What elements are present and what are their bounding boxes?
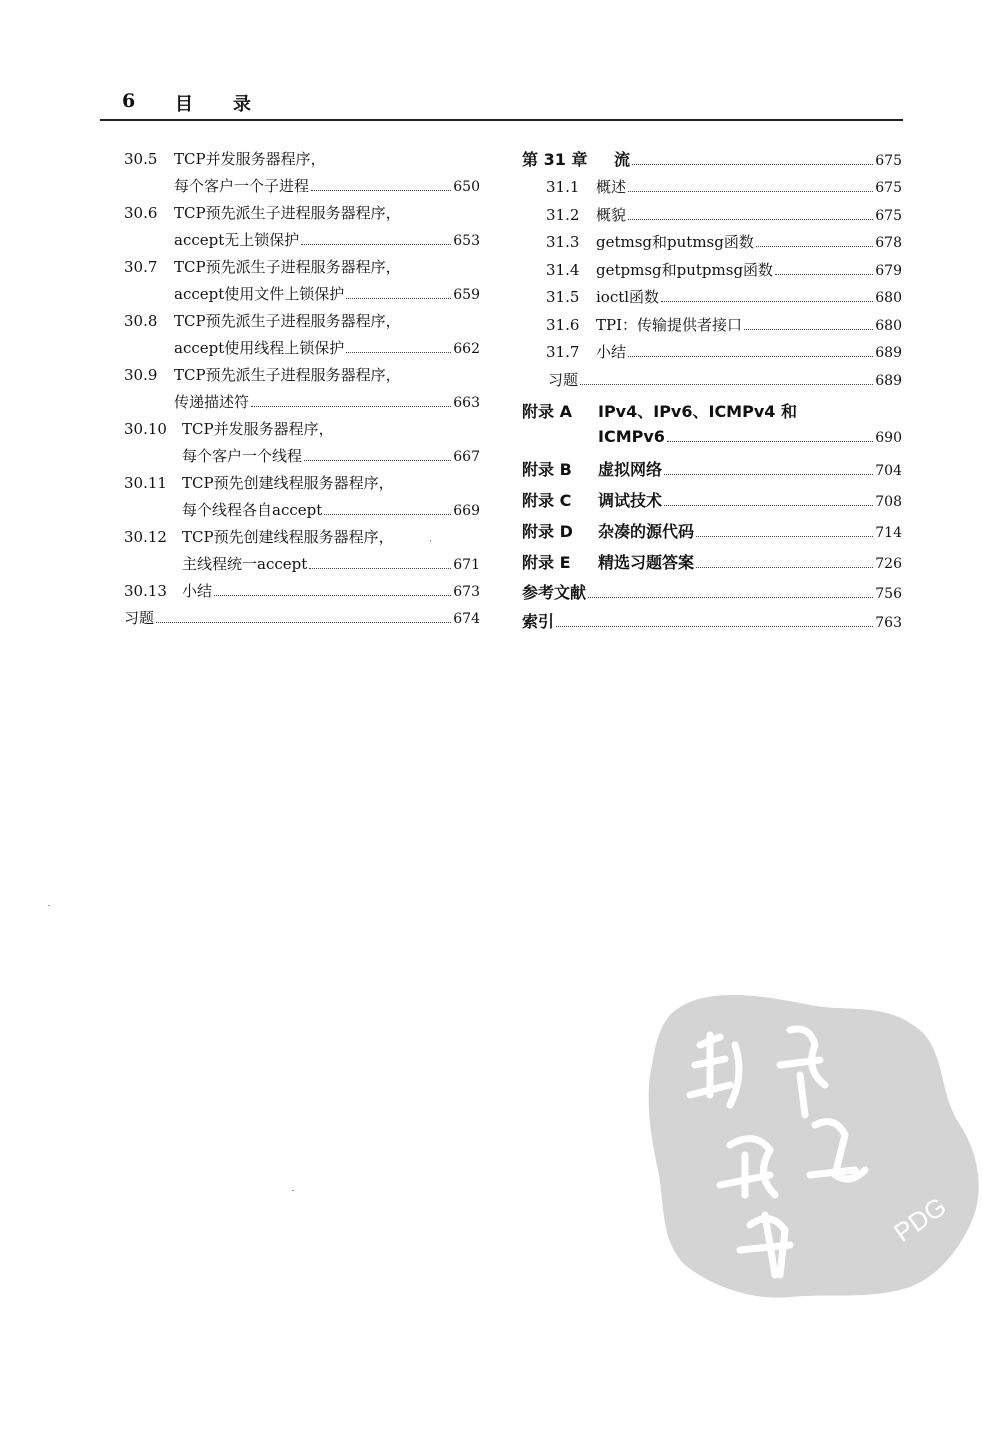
entry-number: 30.6: [124, 204, 158, 222]
toc-entry-30-7[interactable]: [124, 254, 480, 308]
entry-page: 673: [453, 584, 480, 600]
entry-number: 30.7: [124, 258, 158, 276]
entry-title-cont: 每个客户一个子进程: [174, 177, 310, 195]
entry-page: 675: [875, 207, 902, 224]
toc-appendix-c[interactable]: [522, 485, 902, 516]
entry-number: 31.2: [546, 205, 580, 224]
entry-page: 663: [453, 395, 480, 411]
leader-dots: [251, 406, 451, 407]
entry-title: 小结: [182, 582, 213, 600]
toc-appendix-e[interactable]: [522, 547, 902, 578]
appendix-title: IPv4、IPv6、ICMPv4 和: [598, 401, 797, 421]
entry-title: TCP预先派生子进程服务器程序，: [174, 258, 401, 276]
toc-entry-31-4[interactable]: [522, 257, 902, 285]
leader-dots: [588, 597, 873, 598]
toc-entry-30-10[interactable]: [124, 416, 480, 470]
toc-entry-30-5[interactable]: [124, 146, 480, 200]
leader-dots: [628, 191, 873, 192]
entry-page: 689: [875, 345, 902, 361]
toc-entry-31-1[interactable]: [522, 174, 902, 202]
toc-entry-30-9[interactable]: [124, 362, 480, 416]
entry-title: getpmsg和putpmsg函数: [596, 260, 774, 279]
leader-dots: [301, 244, 451, 245]
entry-number: 31.1: [546, 178, 580, 196]
toc-entry-31-3[interactable]: [522, 229, 902, 257]
entry-page: 708: [875, 493, 902, 510]
appendix-label: 附录 A: [522, 401, 572, 421]
leader-dots: [628, 356, 873, 357]
entry-title: 概貌: [596, 205, 627, 224]
leader-dots: [744, 329, 873, 330]
entry-title: TCP并发服务器程序，: [174, 150, 326, 168]
chapter-number: 第 31 章: [522, 150, 588, 169]
entry-page: 675: [875, 180, 902, 196]
leader-dots: [346, 352, 451, 353]
entry-page: 675: [875, 153, 902, 169]
entry-title: 习题: [124, 609, 155, 627]
toc-entry-30-11[interactable]: [124, 470, 480, 524]
leader-dots: [661, 301, 873, 302]
entry-page: 689: [875, 372, 902, 389]
entry-page: 763: [875, 614, 902, 631]
page-number: 6: [122, 90, 136, 112]
entry-page: 650: [453, 179, 480, 195]
leader-dots: [214, 595, 451, 596]
entry-page: 678: [875, 235, 902, 251]
entry-page: 726: [875, 555, 902, 572]
leader-dots: [667, 441, 873, 442]
chapter-title: 流: [614, 150, 631, 169]
entry-page: 662: [453, 341, 480, 357]
leader-dots: [580, 384, 873, 385]
entry-title: 小结: [596, 343, 627, 361]
entry-title: 概述: [596, 178, 627, 196]
toc-entry-31-5[interactable]: [522, 284, 902, 312]
entry-page: 690: [875, 429, 902, 446]
toc-right-column: [522, 146, 902, 636]
entry-title-cont: 每个线程各自accept: [182, 501, 323, 519]
references-title: 参考文献: [522, 582, 587, 602]
leader-dots: [632, 164, 873, 165]
entry-number: 30.10: [124, 420, 167, 438]
entry-title: TCP预先创建线程服务器程序，: [182, 528, 394, 546]
appendix-title: 精选习题答案: [598, 552, 695, 572]
entry-page: 674: [453, 611, 480, 627]
entry-number: 31.4: [546, 260, 580, 279]
appendix-label: 附录 B: [522, 459, 572, 479]
toc-entry-30-6[interactable]: [124, 200, 480, 254]
scan-speck: [48, 905, 50, 906]
header-title-char-2: 录: [233, 94, 251, 115]
entry-title-cont: accept无上锁保护: [174, 231, 300, 249]
toc-index[interactable]: [522, 607, 902, 636]
entry-title-cont: 主线程统一accept: [182, 555, 308, 573]
entry-page: 679: [875, 262, 902, 279]
entry-title: TCP预先派生子进程服务器程序，: [174, 366, 401, 384]
toc-entry-31-7[interactable]: [522, 339, 902, 367]
entry-page: 653: [453, 233, 480, 249]
leader-dots: [304, 460, 451, 461]
leader-dots: [309, 568, 451, 569]
appendix-label: 附录 C: [522, 490, 572, 510]
scan-speck: [292, 1190, 294, 1191]
leader-dots: [556, 626, 873, 627]
watermark-stamp: [640, 975, 983, 1305]
appendix-label: 附录 E: [522, 552, 571, 572]
header-title-char-1: 目: [175, 94, 193, 115]
entry-page: 671: [453, 557, 480, 573]
appendix-title: 杂凑的源代码: [598, 521, 695, 541]
toc-entry-30-12[interactable]: [124, 524, 480, 578]
toc-entry-exercises-30[interactable]: [124, 605, 480, 632]
toc-entry-30-8[interactable]: [124, 308, 480, 362]
page-header: [100, 88, 903, 118]
entry-title-cont: accept使用线程上锁保护: [174, 339, 345, 357]
entry-title: ioctl函数: [596, 288, 660, 306]
leader-dots: [628, 219, 873, 220]
toc-entry-exercises-31[interactable]: [522, 367, 902, 394]
entry-page: 704: [875, 462, 902, 479]
appendix-title-cont: ICMPv6: [598, 426, 665, 446]
entry-title: TPI：传输提供者接口: [596, 315, 743, 334]
leader-dots: [696, 536, 873, 537]
entry-number: 30.8: [124, 312, 158, 330]
leader-dots: [311, 190, 451, 191]
toc-entry-31-2[interactable]: [522, 202, 902, 230]
toc-entry-31-6[interactable]: [522, 312, 902, 340]
entry-title-cont: 传递描述符: [174, 393, 250, 411]
toc-chapter-31[interactable]: [522, 146, 902, 174]
leader-dots: [346, 298, 451, 299]
toc-appendix-a[interactable]: [522, 400, 902, 450]
entry-title: 习题: [548, 370, 579, 389]
leader-dots: [664, 474, 873, 475]
toc-left-column: [124, 146, 480, 632]
entry-title: TCP预先派生子进程服务器程序，: [174, 204, 401, 222]
leader-dots: [324, 514, 451, 515]
toc-references[interactable]: [522, 578, 902, 607]
entry-page: 680: [875, 290, 902, 306]
entry-number: 31.3: [546, 233, 580, 251]
entry-page: 669: [453, 503, 480, 519]
entry-number: 30.12: [124, 528, 167, 546]
entry-number: 31.5: [546, 288, 580, 306]
entry-page: 680: [875, 317, 902, 334]
entry-title: getmsg和putmsg函数: [596, 233, 754, 251]
leader-dots: [775, 274, 873, 275]
stamp-label: PDG: [888, 1191, 952, 1248]
leader-dots: [696, 567, 873, 568]
entry-number: 31.7: [546, 343, 580, 361]
entry-title: TCP预先创建线程服务器程序，: [182, 474, 394, 492]
leader-dots: [156, 622, 451, 623]
entry-title-cont: 每个客户一个线程: [182, 447, 303, 465]
entry-title: TCP预先派生子进程服务器程序，: [174, 312, 401, 330]
entry-page: 756: [875, 585, 902, 602]
entry-title-cont: accept使用文件上锁保护: [174, 285, 345, 303]
toc-entry-30-13[interactable]: [124, 578, 480, 605]
entry-page: 714: [875, 524, 902, 541]
appendix-title: 虚拟网络: [598, 459, 663, 479]
appendix-title: 调试技术: [598, 490, 663, 510]
appendix-label: 附录 D: [522, 521, 573, 541]
entry-number: 30.5: [124, 150, 158, 168]
toc-appendix-b[interactable]: [522, 454, 902, 485]
entry-number: 30.13: [124, 582, 167, 600]
entry-title: TCP并发服务器程序，: [182, 420, 334, 438]
entry-number: 30.11: [124, 474, 167, 492]
leader-dots: [664, 505, 873, 506]
entry-page: 667: [453, 449, 480, 465]
entry-number: 31.6: [546, 315, 580, 334]
scan-speck: [430, 540, 431, 542]
toc-appendix-d[interactable]: [522, 516, 902, 547]
entry-page: 659: [453, 287, 480, 303]
entry-number: 30.9: [124, 366, 158, 384]
index-title: 索引: [522, 611, 555, 631]
leader-dots: [756, 246, 873, 247]
header-rule: [100, 119, 903, 121]
